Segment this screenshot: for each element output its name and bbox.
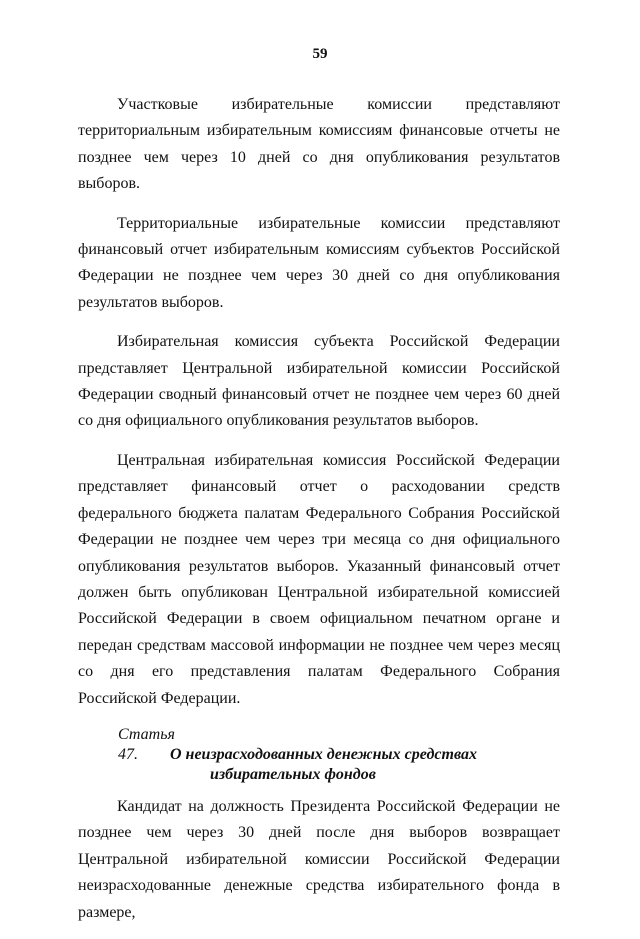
- article-title-line1: О неизрасходованных денежных средствах: [170, 745, 477, 763]
- article-number: Статья 47.: [118, 725, 175, 763]
- paragraph-territorial-commissions: Территориальные избирательные комиссии представляют финансовый отчет избирательным комиссиям субъектов Российской Федерации не позднее чем через 30 дней со дня опубликования результатов выборов.: [78, 214, 560, 311]
- article-title-line2: избирательных фондов: [210, 765, 376, 783]
- page-number: 59: [312, 46, 328, 62]
- document-body: [78, 92, 560, 939]
- article-heading: [78, 725, 560, 785]
- paragraph-subject-commission: Избирательная комиссия субъекта Российской Федерации представляет Центральной избирательной комиссии Российской Федерации сводный финансовый отчет не позднее чем через 60 дней со дня официального опубликования результатов выборов.: [78, 333, 560, 430]
- paragraph-candidate-return: Кандидат на должность Президента Российской Федерации не позднее чем через 30 дней после дня выборов возвращает Центральной избирательной комиссии Российской Федерации неизрасходованные денежные средства избирательного фонда в размере,: [78, 797, 560, 921]
- paragraph-precinct-commissions: Участковые избирательные комиссии представляют территориальным избирательным комиссиям финансовые отчеты не позднее чем через 10 дней со дня опубликования результатов выборов.: [78, 96, 560, 193]
- paragraph-central-commission: Центральная избирательная комиссия Российской Федерации представляет финансовый отчет о расходовании средств федерального бюджета палатам Федерального Собрания Российской Федерации не позднее чем через три месяца со дня официального опубликования результатов выборов. Указанный финансовый отчет должен быть опубликован Центральной избирательной комиссией Российской Федерации в своем официальном печатном органе и передан средствам массовой информации не позднее чем через месяц со дня его представления палатам Федерального Собрания Российской Федерации.: [78, 451, 560, 707]
